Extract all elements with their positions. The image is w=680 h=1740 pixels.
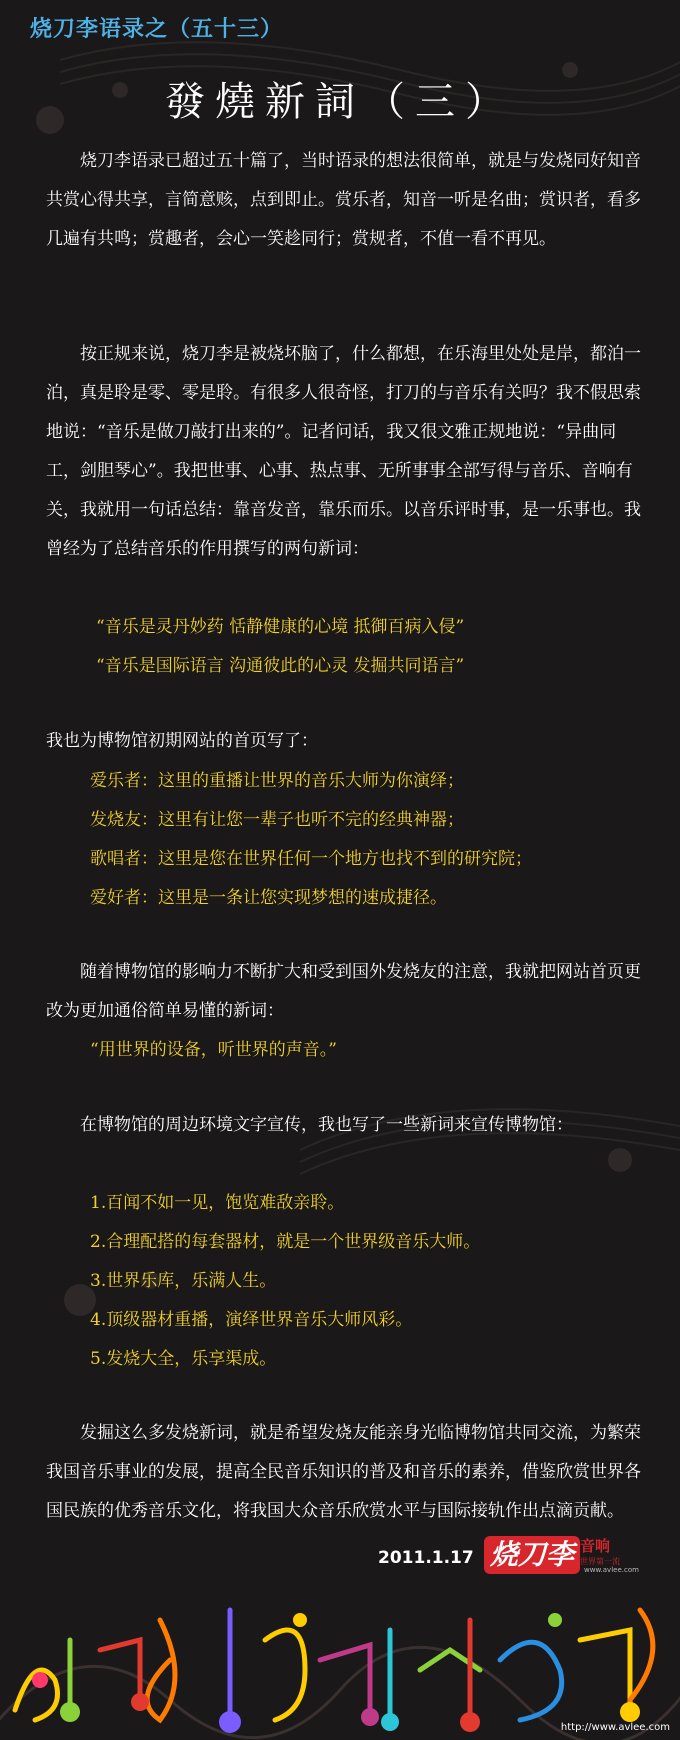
quote-line: “音乐是国际语言 沟通彼此的心灵 发掘共同语言” <box>96 656 465 676</box>
music-notes-decoration <box>0 1580 680 1740</box>
logo-wordmark: 烧刀李 <box>484 1536 580 1574</box>
quote-line: “音乐是灵丹妙药 恬静健康的心境 抵御百病入侵” <box>96 617 465 637</box>
list-item: 2.合理配搭的每套器材，就是一个世界级音乐大师。 <box>90 1232 481 1252</box>
list-item: 3.世界乐库，乐满人生。 <box>90 1271 277 1291</box>
brand-logo <box>484 1536 639 1576</box>
logo-side-text: 音响 <box>580 1537 611 1555</box>
paragraph-intro: 烧刀李语录已超过五十篇了，当时语录的想法很简单，就是与发烧同好知音共赏心得共享，言简意赅，点到即止。赏乐者，知音一听是名曲；赏识者，看多几遍有共鸣；赏趣者，会心一笑趁同行；赏规者，不值一看不再见。 <box>46 151 641 249</box>
paragraph-influence: 随着博物馆的影响力不断扩大和受到国外发烧友的注意，我就把网站首页更改为更加通俗简单易懂的新词： <box>46 962 641 1021</box>
list-item: 5.发烧大全，乐享渠成。 <box>90 1349 277 1369</box>
list-item: 1.百闻不如一见，饱览难敌亲聆。 <box>90 1193 345 1213</box>
list-item: 爱乐者：这里的重播让世界的音乐大师为你演绎； <box>90 771 464 791</box>
footer-url: http://www.avlee.com <box>560 1722 670 1733</box>
logo-tagline: 世界第一流 <box>580 1557 620 1566</box>
logo-url: www.avlee.com <box>584 1566 639 1574</box>
list-item: 4.顶级器材重播，演绎世界音乐大师风彩。 <box>90 1310 413 1330</box>
list-item: 爱好者：这里是一条让您实现梦想的速成捷径。 <box>90 888 447 908</box>
list-item: 发烧友：这里有让您一辈子也听不完的经典神器； <box>90 810 464 830</box>
series-title: 烧刀李语录之（五十三） <box>30 17 284 42</box>
quote-line: “用世界的设备，听世界的声音。” <box>90 1040 337 1060</box>
paragraph-website: 我也为博物馆初期网站的首页写了： <box>46 731 318 751</box>
paragraph-conclusion: 发掘这么多发烧新词，就是希望发烧友能亲身光临博物馆共同交流，为繁荣我国音乐事业的发展，提高全民音乐知识的普及和音乐的素养，借鉴欣赏世界各国民族的优秀音乐文化，将我国大众音乐欣赏水平与国际接轨作出点滴贡献。 <box>46 1423 641 1521</box>
list-item: 歌唱者：这里是您在世界任何一个地方也找不到的研究院； <box>90 849 532 869</box>
paragraph-music-relation: 按正规来说，烧刀李是被烧坏脑了，什么都想，在乐海里处处是岸，都泊一泊，真是聆是零、零是聆。有很多人很奇怪，打刀的与音乐有关吗？我不假思索地说：“音乐是做刀敲打出来的”。记者问话，我又很文雅正规地说：“异曲同工，剑胆琴心”。我把世事、心事、热点事、无所事事全部写得与音乐、音响有关，我就用一句话总结：靠音发音，靠乐而乐。以音乐评时事，是一乐事也。我曾经为了总结音乐的作用撰写的两句新词： <box>46 344 641 559</box>
page-title: 發燒新詞（三） <box>165 79 515 125</box>
paragraph-promotion: 在博物馆的周边环境文字宣传，我也写了一些新词来宣传博物馆： <box>80 1115 573 1135</box>
signature-date: 2011.1.17 <box>378 1548 474 1568</box>
